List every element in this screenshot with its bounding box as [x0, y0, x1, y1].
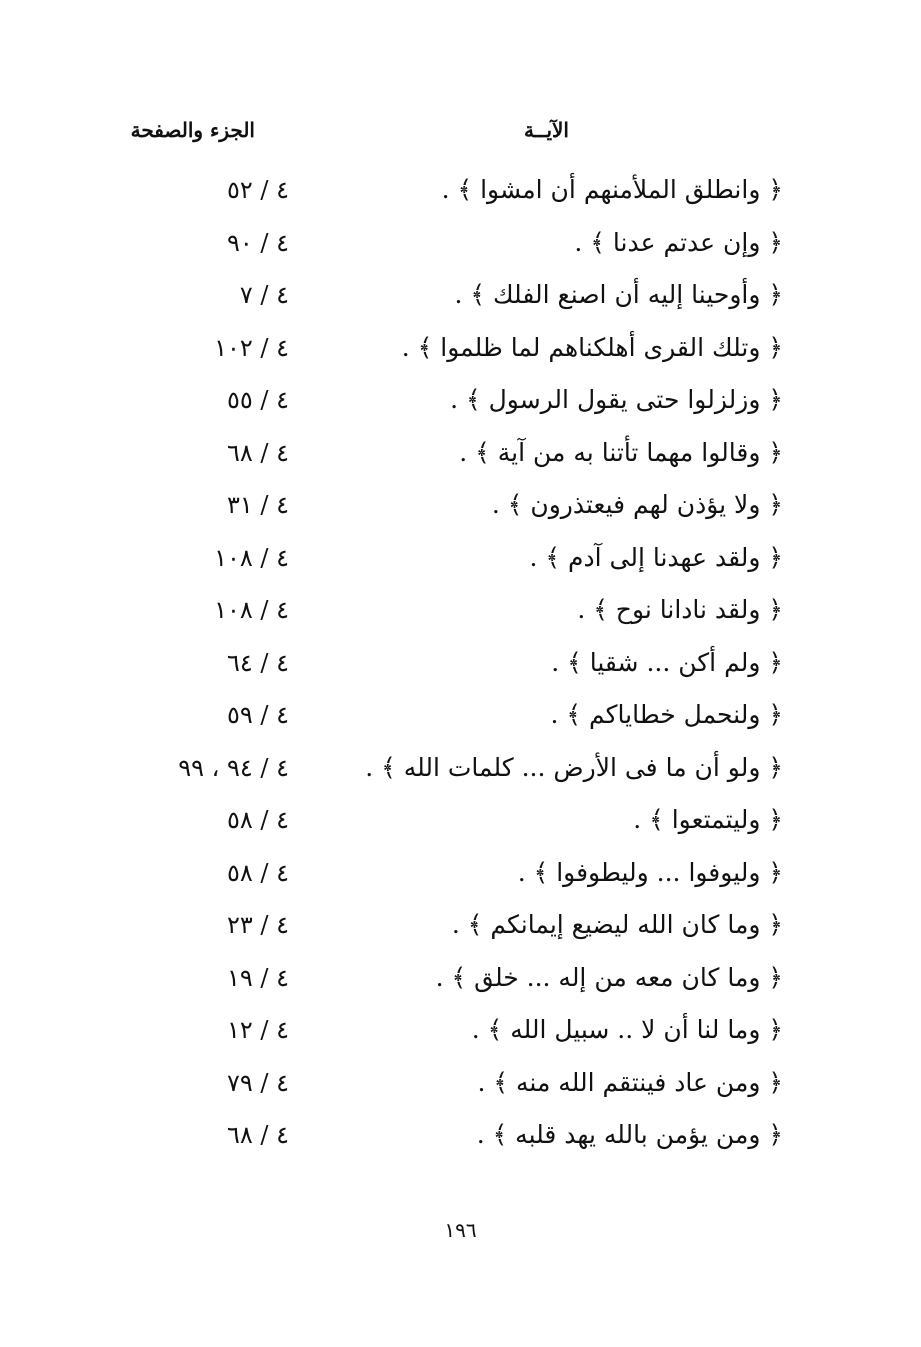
index-row	[0, 538, 921, 590]
index-row	[0, 275, 921, 327]
ayah-text: ﴿ ولنحمل خطاياكم ﴾ .	[550, 700, 783, 729]
volume-page-ref: ٤ / ٩٠	[226, 228, 289, 257]
volume-page-ref: ٤ / ٥٨	[226, 858, 289, 887]
ayah-text: ﴿ وما كان معه من إله ... خلق ﴾ .	[435, 962, 783, 992]
ayah-text: ﴿ ولقد نادانا نوح ﴾ .	[577, 595, 783, 624]
ayah-text: ﴿ ولقد عهدنا إلى آدم ﴾ .	[529, 542, 783, 572]
page-number: ١٩٦	[444, 1218, 477, 1242]
index-row	[0, 905, 921, 957]
volume-page-ref: ٤ / ٥٨	[226, 806, 289, 834]
volume-page-ref: ٤ / ٧٩	[226, 1068, 289, 1097]
ayah-text: ﴿ وما لنا أن لا .. سبيل الله ﴾ .	[471, 1015, 783, 1044]
ayah-text: ﴿ وأوحينا إليه أن اصنع الفلك ﴾ .	[454, 280, 783, 309]
index-row	[0, 590, 921, 642]
volume-page-ref: ٤ / ٩٤ ، ٩٩	[178, 753, 289, 782]
ayah-text: ﴿ ولم أكن ... شقيا ﴾ .	[551, 647, 783, 677]
index-row	[0, 433, 921, 485]
volume-page-ref: ٤ / ٧	[239, 281, 289, 309]
volume-page-ref: ٤ / ٥٥	[226, 386, 289, 414]
ayah-text: ﴿ وزلزلوا حتى يقول الرسول ﴾ .	[450, 385, 783, 414]
index-row	[0, 695, 921, 747]
index-row	[0, 958, 921, 1010]
ayah-text: ﴿ وليوفوا ... وليطوفوا ﴾ .	[517, 857, 783, 887]
index-row	[0, 643, 921, 695]
volume-page-ref: ٤ / ٥٩	[226, 701, 289, 729]
volume-page-ref: ٤ / ٥٢	[226, 176, 289, 204]
index-row	[0, 748, 921, 800]
volume-page-ref: ٤ / ١٠٢	[214, 333, 289, 362]
volume-page-ref: ٤ / ١٩	[226, 963, 289, 992]
index-row	[0, 328, 921, 380]
column-header-volume-page: الجزء والصفحة	[130, 118, 255, 142]
ayah-text: ﴿ ومن عاد فينتقم الله منه ﴾ .	[477, 1067, 783, 1097]
volume-page-ref: ٤ / ٣١	[226, 491, 289, 519]
index-row	[0, 800, 921, 852]
ayah-text: ﴿ ولو أن ما فى الأرض ... كلمات الله ﴾ .	[365, 752, 783, 782]
volume-page-ref: ٤ / ٢٣	[226, 911, 289, 939]
index-row	[0, 1063, 921, 1115]
ayah-text: ﴿ وتلك القرى أهلكناهم لما ظلموا ﴾ .	[401, 332, 783, 362]
ayah-text: ﴿ وليتمتعوا ﴾ .	[633, 805, 783, 834]
ayah-text: ﴿ وانطلق الملأمنهم أن امشوا ﴾ .	[441, 175, 783, 204]
volume-page-ref: ٤ / ١٠٨	[214, 543, 289, 572]
ayah-text: ﴿ ولا يؤذن لهم فيعتذرون ﴾ .	[491, 490, 783, 519]
index-row	[0, 223, 921, 275]
index-row	[0, 485, 921, 537]
ayah-text: ﴿ وما كان الله ليضيع إيمانكم ﴾ .	[451, 910, 783, 939]
volume-page-ref: ٤ / ٦٨	[226, 438, 289, 467]
ayah-text: ﴿ وإن عدتم عدنا ﴾ .	[574, 227, 783, 257]
volume-page-ref: ٤ / ١٠٨	[214, 596, 289, 624]
index-row	[0, 380, 921, 432]
volume-page-ref: ٤ / ٦٨	[226, 1121, 289, 1149]
index-row	[0, 1115, 921, 1167]
index-row	[0, 1010, 921, 1062]
column-header-ayah: الآيــة	[524, 118, 569, 142]
volume-page-ref: ٤ / ١٢	[226, 1016, 289, 1044]
ayah-text: ﴿ ومن يؤمن بالله يهد قلبه ﴾ .	[476, 1120, 783, 1149]
volume-page-ref: ٤ / ٦٤	[226, 648, 289, 677]
ayah-text: ﴿ وقالوا مهما تأتنا به من آية ﴾ .	[459, 437, 783, 467]
index-row	[0, 853, 921, 905]
index-row	[0, 170, 921, 222]
